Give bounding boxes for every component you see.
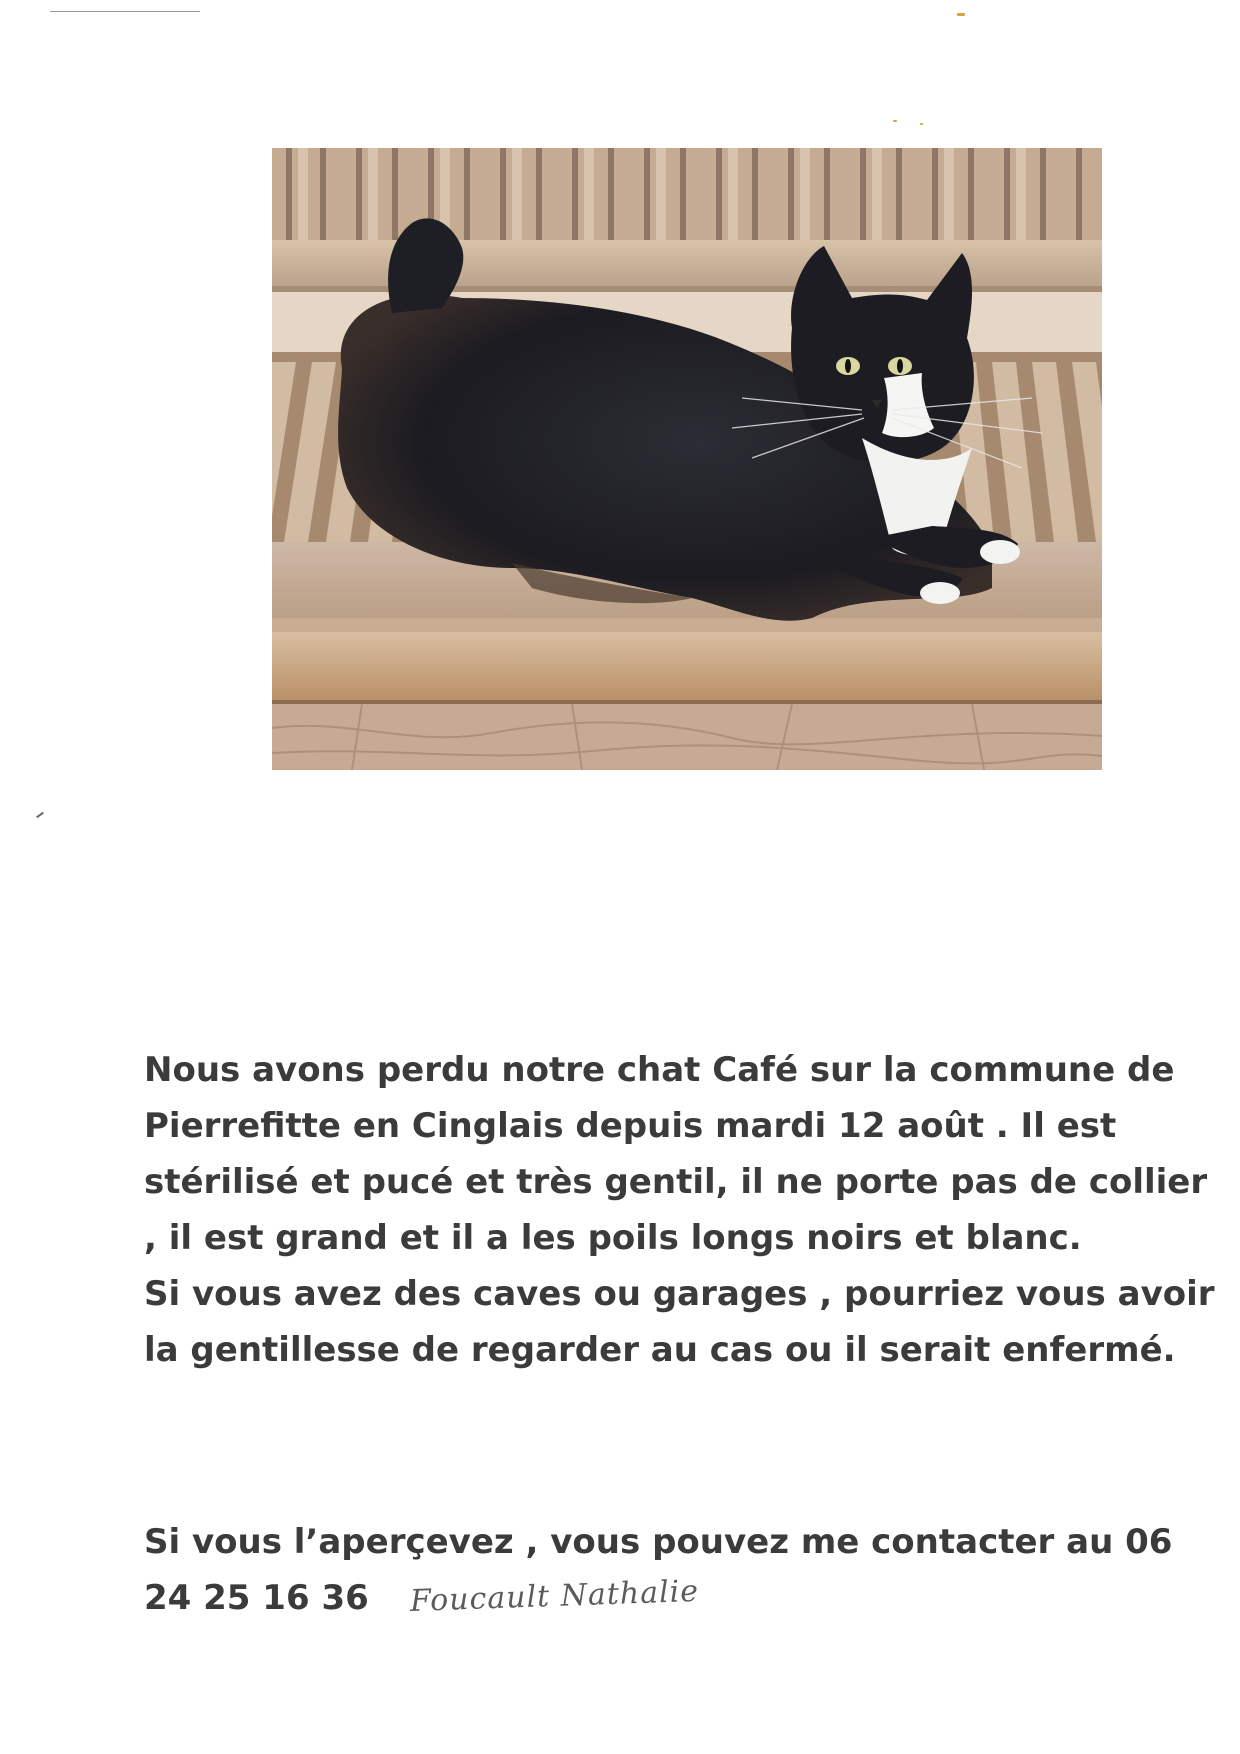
contact-phone: 24 25 16 36 xyxy=(144,1578,369,1618)
scan-artifact-tick xyxy=(36,812,44,818)
cat-photo xyxy=(272,148,1102,770)
message-paragraph-1: Nous avons perdu notre chat Café sur la commune de Pierrefitte en Cinglais depuis mardi 12 août . Il est stérilisé et pucé et très gentil, il ne porte pas de collier , il est grand et il a les poils longs noirs et blanc. xyxy=(144,1050,1208,1258)
scan-artifact-dot xyxy=(920,123,923,125)
contact-text: Si vous l’aperçevez , vous pouvez me contacter au 06 xyxy=(144,1522,1173,1562)
flyer-message xyxy=(144,1042,1229,1378)
handwritten-signature: Foucault Nathalie xyxy=(409,1573,700,1619)
message-paragraph-2: Si vous avez des caves ou garages , pourriez vous avoir la gentillesse de regarder au cas ou il serait enfermé. xyxy=(144,1274,1215,1370)
scan-artifact-dot xyxy=(957,13,965,16)
scan-artifact-line xyxy=(50,11,200,12)
scan-artifact-dot xyxy=(893,120,897,122)
